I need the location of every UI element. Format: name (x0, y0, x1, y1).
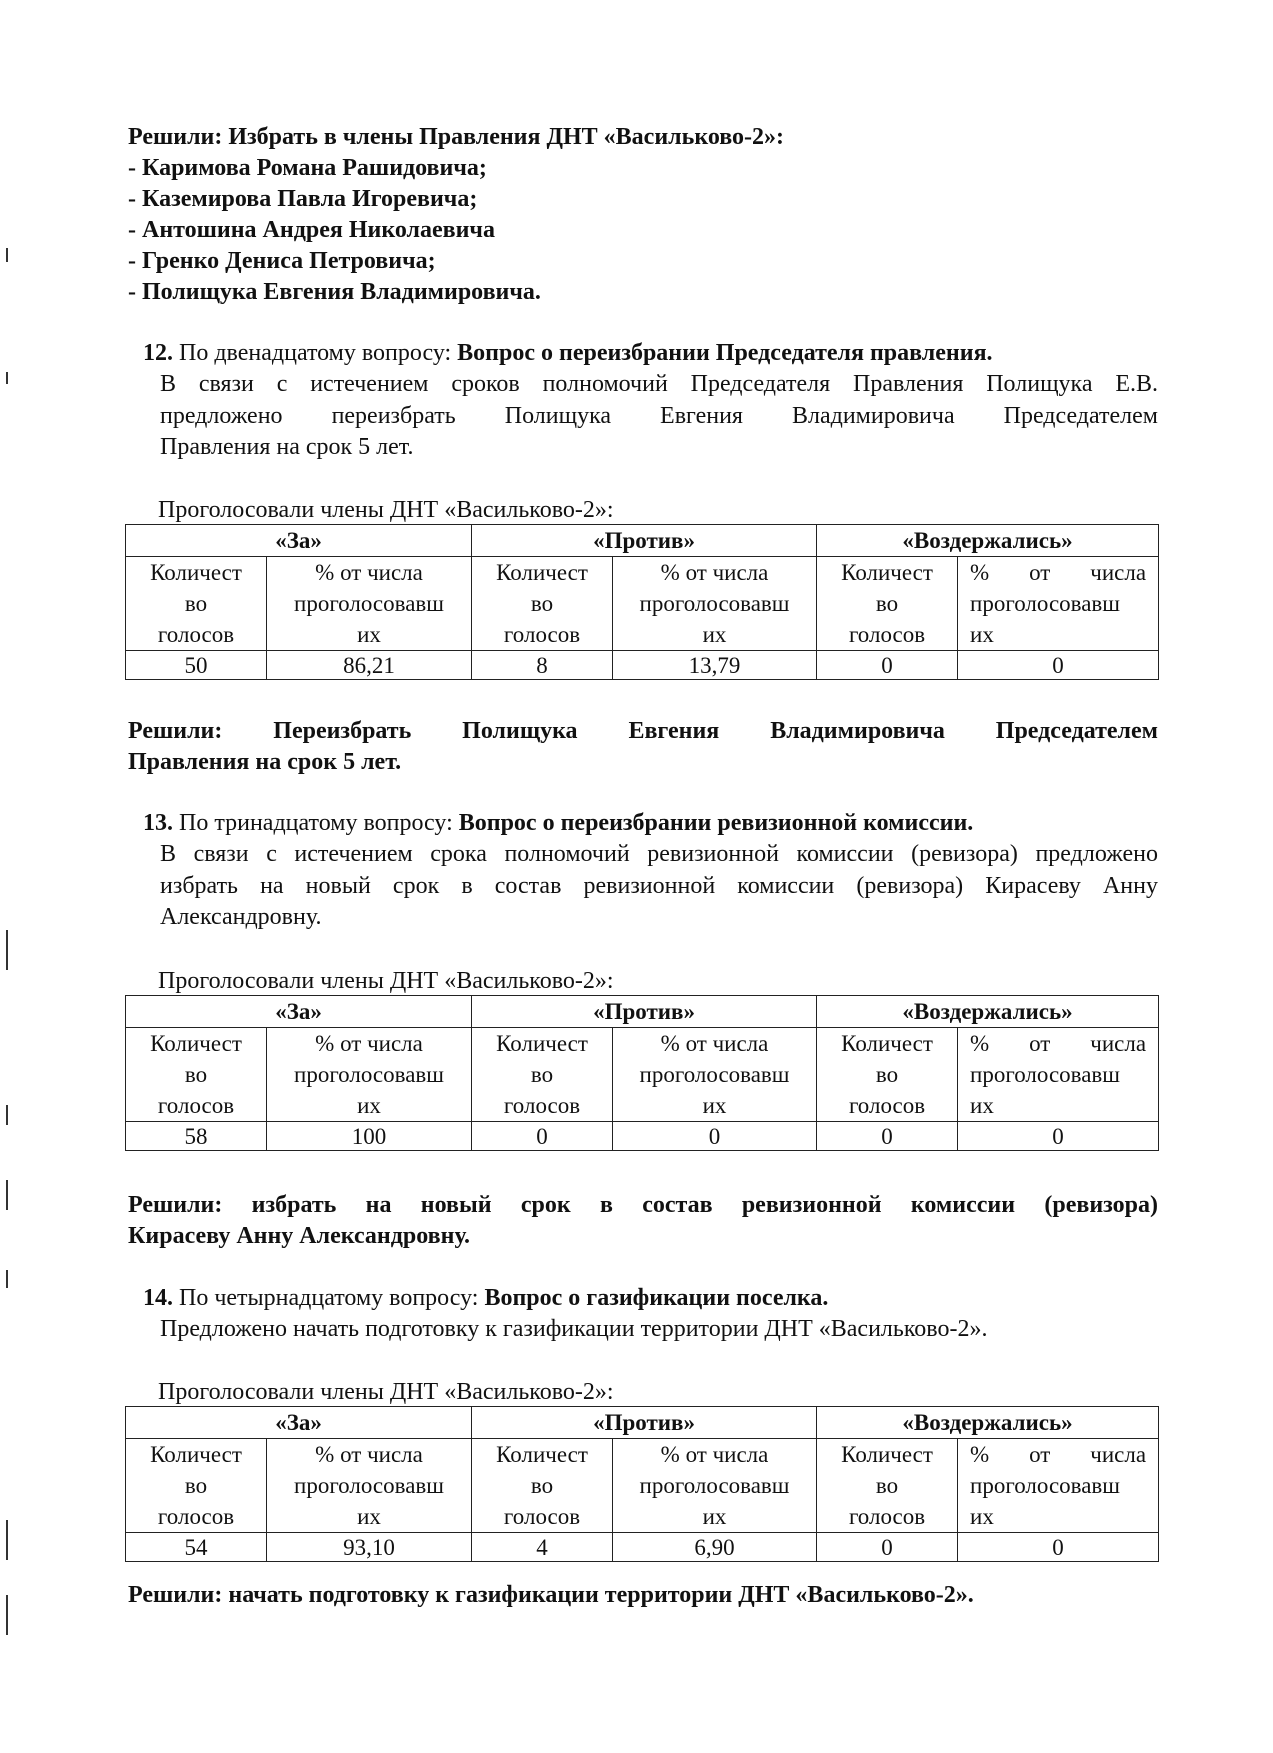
group-abstain-header: «Воздержались» (817, 525, 1159, 557)
for-pct-cell: 100 (267, 1122, 472, 1151)
scan-mark (6, 248, 8, 262)
for-count-cell: 58 (126, 1122, 267, 1151)
question-heading (143, 338, 1158, 369)
member-item: - Антошина Андрея Николаевича (128, 217, 495, 243)
member-item: - Полищука Евгения Владимировича. (128, 279, 541, 305)
question-13-decision (128, 1190, 1158, 1252)
count-header: Количест во голосов (126, 1439, 267, 1533)
question-14 (143, 1283, 1158, 1346)
question-12-decision (128, 716, 1158, 778)
board-election-decision (128, 122, 1158, 308)
against-pct-cell: 0 (613, 1122, 817, 1151)
for-count-cell: 54 (126, 1533, 267, 1562)
member-item: - Гренко Дениса Петровича; (128, 248, 436, 274)
abstain-count-cell: 0 (817, 1533, 958, 1562)
pct-header: % от числа проголосовавш их (958, 1439, 1159, 1533)
abstain-count-cell: 0 (817, 1122, 958, 1151)
question-lead: По четырнадцатому вопросу: (173, 1285, 485, 1311)
question-title: Вопрос о переизбрании Председателя правления. (457, 340, 993, 366)
decision-line: Решили: Переизбрать Полищука Евгения Владимировича Председателем (128, 718, 1158, 744)
count-header: Количест во голосов (472, 1439, 613, 1533)
text-line: избрать на новый срок в состав ревизионной комиссии (ревизора) Кирасеву Анну (160, 872, 1158, 899)
question-title: Вопрос о переизбрании ревизионной комиссии. (458, 810, 974, 836)
group-against-header: «Против» (472, 525, 817, 557)
decision-line: Правления на срок 5 лет. (128, 749, 402, 775)
decision-line: Решили: начать подготовку к газификации территории ДНТ «Васильково-2». (128, 1582, 974, 1608)
pct-header: % от числа проголосовавш их (958, 1028, 1159, 1122)
abstain-pct-cell: 0 (958, 1533, 1159, 1562)
against-pct-cell: 13,79 (613, 651, 817, 680)
question-text (160, 369, 1158, 464)
member-item: - Каземирова Павла Игоревича; (128, 186, 478, 212)
against-count-cell: 0 (472, 1122, 613, 1151)
question-13 (143, 808, 1158, 934)
pct-header: % от числа проголосовавш их (267, 1439, 472, 1533)
question-12 (143, 338, 1158, 464)
group-for-header: «За» (126, 996, 472, 1028)
question-heading (143, 808, 1158, 839)
pct-header: % от числа проголосовавш их (267, 557, 472, 651)
question-lead: По двенадцатому вопросу: (173, 340, 458, 366)
decision-line: Кирасеву Анну Александровну. (128, 1223, 471, 1249)
for-pct-cell: 86,21 (267, 651, 472, 680)
group-against-header: «Против» (472, 1407, 817, 1439)
group-for-header: «За» (126, 1407, 472, 1439)
text-line: Правления на срок 5 лет. (160, 434, 414, 460)
votes-caption: Проголосовали члены ДНТ «Васильково-2»: (158, 497, 614, 523)
scan-mark (6, 930, 8, 970)
pct-header: % от числа проголосовавш их (267, 1028, 472, 1122)
question-title: Вопрос о газификации поселка. (484, 1285, 829, 1311)
for-count-cell: 50 (126, 651, 267, 680)
group-against-header: «Против» (472, 996, 817, 1028)
count-header: Количест во голосов (126, 1028, 267, 1122)
against-pct-cell: 6,90 (613, 1533, 817, 1562)
abstain-pct-cell: 0 (958, 651, 1159, 680)
votes-caption: Проголосовали члены ДНТ «Васильково-2»: (158, 968, 614, 994)
votes-table (125, 524, 1159, 680)
decision-line: Решили: избрать на новый срок в состав ревизионной комиссии (ревизора) (128, 1192, 1158, 1218)
against-count-cell: 4 (472, 1533, 613, 1562)
text-line: В связи с истечением сроков полномочий Председателя Правления Полищука Е.В. (160, 371, 1158, 397)
member-item: - Каримова Романа Рашидовича; (128, 155, 487, 181)
question-number: 12. (143, 340, 173, 366)
group-for-header: «За» (126, 525, 472, 557)
pct-header: % от числа проголосовавш их (613, 1439, 817, 1533)
scan-mark (6, 1595, 8, 1635)
text-line: Александровну. (160, 904, 322, 930)
question-number: 14. (143, 1285, 173, 1311)
scan-mark (6, 1105, 8, 1125)
decision-title: Решили: Избрать в члены Правления ДНТ «Васильково-2»: (128, 124, 785, 150)
question-number: 13. (143, 810, 173, 836)
votes-table (125, 1406, 1159, 1562)
count-header: Количест во голосов (472, 557, 613, 651)
votes-table (125, 995, 1159, 1151)
pct-header: % от числа проголосовавш их (613, 1028, 817, 1122)
scan-mark (6, 1180, 8, 1210)
count-header: Количест во голосов (817, 557, 958, 651)
abstain-count-cell: 0 (817, 651, 958, 680)
against-count-cell: 8 (472, 651, 613, 680)
pct-header: % от числа проголосовавш их (613, 557, 817, 651)
count-header: Количест во голосов (817, 1028, 958, 1122)
pct-header: % от числа проголосовавш их (958, 557, 1159, 651)
count-header: Количест во голосов (817, 1439, 958, 1533)
scan-mark (6, 1270, 8, 1288)
count-header: Количест во голосов (472, 1028, 613, 1122)
question-text (160, 1314, 1158, 1346)
group-abstain-header: «Воздержались» (817, 996, 1159, 1028)
scan-mark (6, 1520, 8, 1560)
text-line: В связи с истечением срока полномочий ревизионной комиссии (ревизора) предложено (160, 841, 1158, 867)
question-14-decision (128, 1580, 1158, 1611)
abstain-pct-cell: 0 (958, 1122, 1159, 1151)
votes-caption: Проголосовали члены ДНТ «Васильково-2»: (158, 1379, 614, 1405)
for-pct-cell: 93,10 (267, 1533, 472, 1562)
text-line: предложено переизбрать Полищука Евгения Владимировича Председателем (160, 402, 1158, 429)
question-text (160, 839, 1158, 934)
group-abstain-header: «Воздержались» (817, 1407, 1159, 1439)
question-heading (143, 1283, 1158, 1314)
text-line: Предложено начать подготовку к газификации территории ДНТ «Васильково-2». (160, 1316, 988, 1342)
scan-mark (6, 372, 8, 384)
question-lead: По тринадцатому вопросу: (173, 810, 459, 836)
count-header: Количест во голосов (126, 557, 267, 651)
